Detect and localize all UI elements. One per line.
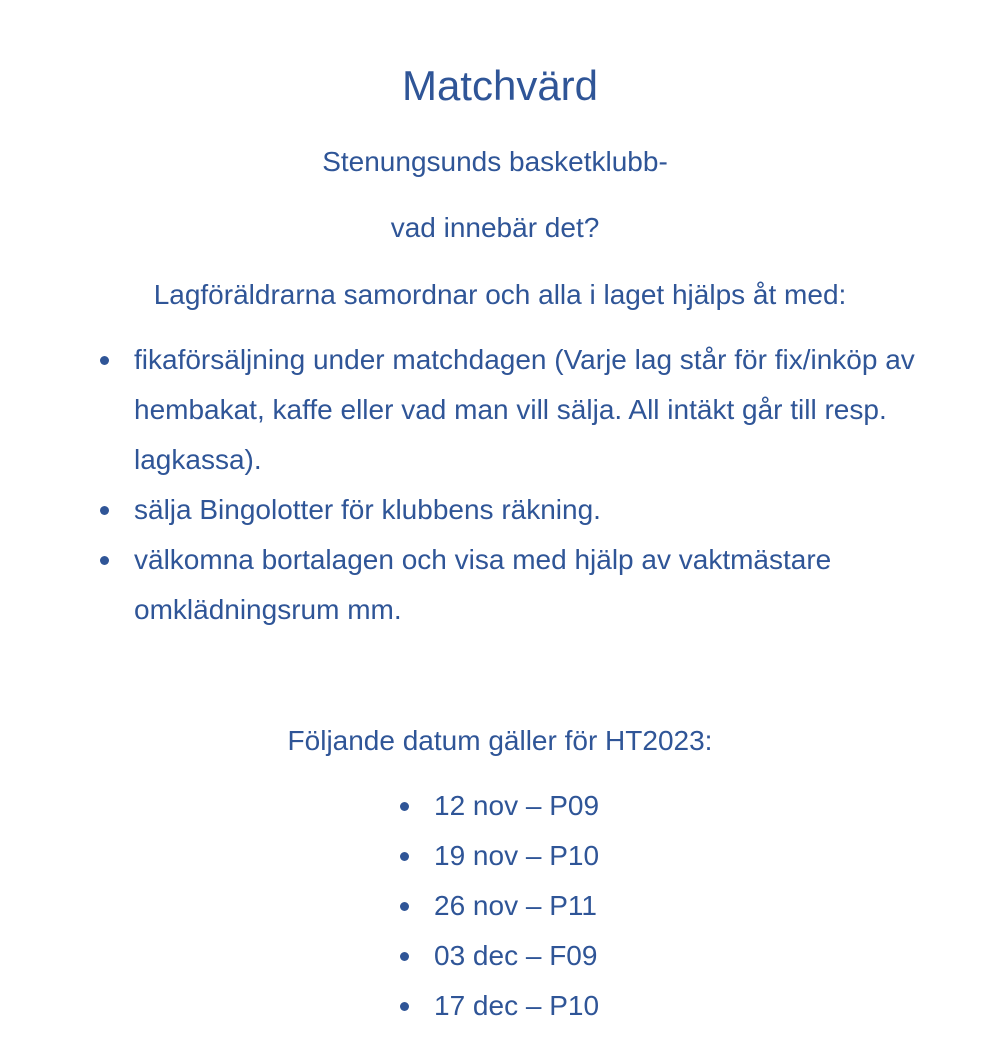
date-item bbox=[400, 981, 700, 1031]
subtitle-line-2: vad innebär det? bbox=[390, 212, 600, 243]
bullet-icon bbox=[100, 356, 109, 365]
list-item bbox=[100, 335, 930, 485]
date-list bbox=[400, 781, 700, 1031]
bullet-icon bbox=[400, 952, 409, 961]
bullet-icon bbox=[100, 556, 109, 565]
bullet-icon bbox=[400, 1002, 409, 1011]
subtitle-line-1: Stenungsunds basketklubb- bbox=[322, 146, 668, 177]
bullet-icon bbox=[400, 852, 409, 861]
page-title: Matchvärd bbox=[401, 62, 599, 109]
date-item bbox=[400, 881, 700, 931]
date-text: 03 dec – F09 bbox=[434, 940, 598, 971]
date-item bbox=[400, 931, 700, 981]
list-item bbox=[100, 485, 930, 535]
list-item bbox=[100, 535, 930, 635]
task-text: välkomna bortalagen och visa med hjälp av vaktmästare omklädningsrum mm. bbox=[134, 544, 832, 625]
task-text: sälja Bingolotter för klubbens räkning. bbox=[134, 494, 601, 525]
task-text: fikaförsäljning under matchdagen (Varje lag står för fix/inköp av hembakat, kaffe eller vad man vill sälja. All intäkt går till resp. lagkassa). bbox=[134, 344, 915, 475]
date-item bbox=[400, 831, 700, 881]
date-text: 19 nov – P10 bbox=[434, 840, 600, 871]
date-text: 26 nov – P11 bbox=[434, 890, 597, 921]
date-item bbox=[400, 781, 700, 831]
bullet-icon bbox=[400, 802, 409, 811]
dates-heading: Följande datum gäller för HT2023: bbox=[287, 725, 713, 756]
date-text: 17 dec – P10 bbox=[434, 990, 600, 1021]
bullet-icon bbox=[400, 902, 409, 911]
intro-text: Lagföräldrarna samordnar och alla i laget hjälps åt med: bbox=[153, 279, 847, 310]
task-list bbox=[100, 335, 930, 635]
bullet-icon bbox=[100, 506, 109, 515]
date-text: 12 nov – P09 bbox=[434, 790, 600, 821]
